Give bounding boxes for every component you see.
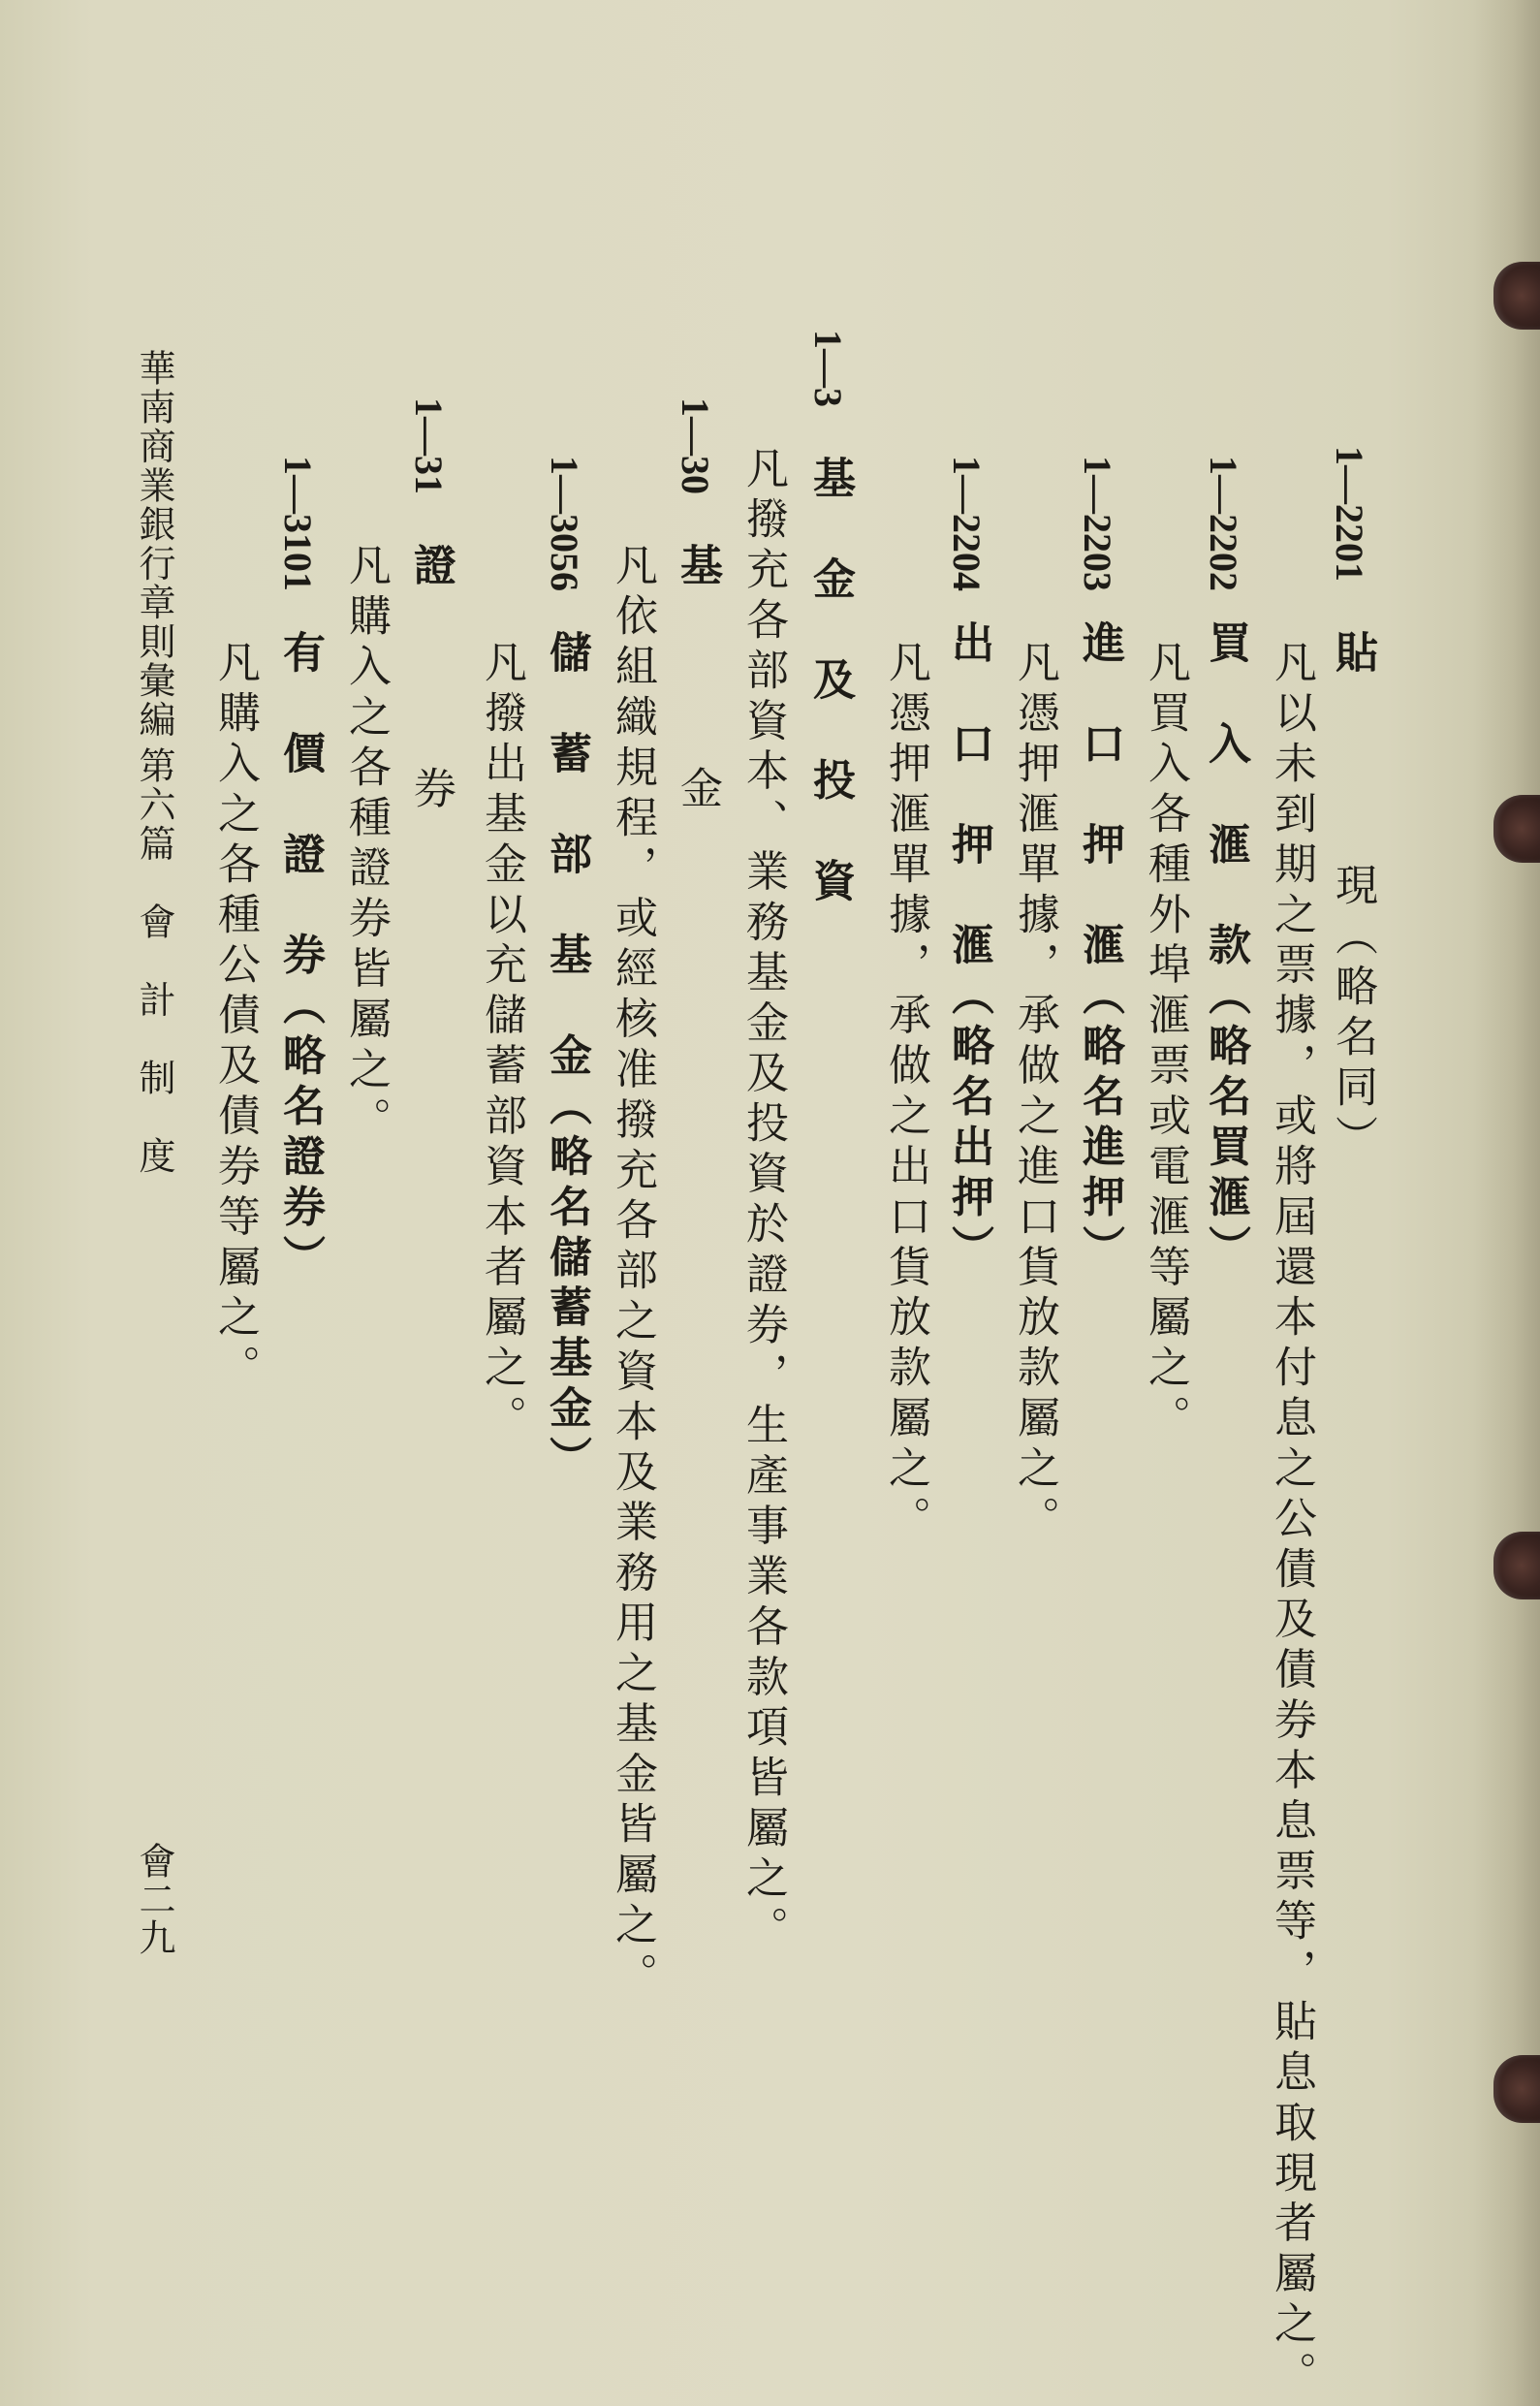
account-description: 凡購入之各種證券皆屬之。 — [341, 543, 391, 1148]
binding-hole-2 — [1493, 795, 1540, 863]
account-description: 凡撥充各部資本、業務基金及投資於證券，生產事業各款項皆屬之。 — [739, 446, 788, 1956]
account-heading-131 — [407, 397, 450, 494]
account-code: 1—2203 — [1076, 456, 1119, 591]
account-title-suffix: 金 — [673, 766, 722, 816]
binding-hole-3 — [1493, 1532, 1540, 1599]
book-title: 華南商業銀行章則彙編 — [133, 349, 175, 740]
account-description: 凡撥出基金以充儲蓄部資本者屬之。 — [477, 640, 526, 1445]
account-title: 基 金 及 投 資 — [805, 456, 855, 909]
account-description: 凡以未到期之票據，或將屆還本付息之公債及債券本息票等，貼息取現者屬之。 — [1267, 640, 1316, 2402]
page-edge-shadow — [1472, 0, 1540, 2406]
account-title: 證 — [406, 543, 456, 593]
account-code: 1—2201 — [1328, 446, 1371, 582]
account-code: 1—3056 — [543, 456, 586, 591]
account-description: 凡憑押滙單據，承做之出口貨放款屬之。 — [881, 640, 930, 1546]
account-description: 凡憑押滙單據，承做之進口貨放款屬之。 — [1010, 640, 1059, 1546]
section-title: 第六篇 會 計 制 度 — [133, 746, 175, 1177]
account-code: 1—31 — [407, 397, 451, 494]
account-heading-2203 — [1076, 456, 1118, 591]
account-heading-2204 — [945, 456, 988, 591]
account-title-suffix: 券 — [406, 766, 456, 816]
account-description: 凡買入各種外埠滙票或電滙等屬之。 — [1141, 640, 1190, 1445]
account-title: 基 — [673, 543, 722, 593]
account-heading-3101 — [276, 456, 319, 591]
account-heading-3056 — [543, 456, 585, 591]
account-title-suffix: 現（略名同） — [1328, 863, 1377, 1165]
account-code: 1—3 — [806, 330, 850, 407]
page-number: 會二九 — [133, 1842, 175, 1957]
binding-hole-1 — [1493, 262, 1540, 330]
account-heading-13 — [806, 330, 849, 407]
binding-hole-4 — [1493, 2055, 1540, 2123]
account-code: 1—2202 — [1202, 456, 1245, 591]
account-code: 1—30 — [674, 397, 717, 494]
account-heading-2201 — [1328, 446, 1370, 582]
account-description: 凡依組織規程，或經核准撥充各部之資本及業務用之基金皆屬之。 — [608, 543, 657, 2003]
account-title: 有 價 證 券（略名證券） — [275, 630, 325, 1284]
account-title: 儲 蓄 部 基 金（略名儲蓄基金） — [542, 630, 591, 1486]
account-title: 進 口 押 滙（略名進押） — [1075, 620, 1124, 1275]
account-description: 凡購入之各種公債及債券等屬之。 — [210, 640, 260, 1395]
account-code: 1—2204 — [945, 456, 989, 591]
account-code: 1—3101 — [276, 456, 320, 591]
account-title: 貼 — [1328, 630, 1377, 681]
account-title: 出 口 押 滙（略名出押） — [944, 620, 993, 1275]
account-title: 買 入 滙 款（略名買滙） — [1201, 620, 1250, 1275]
account-heading-130 — [674, 397, 716, 494]
account-heading-2202 — [1202, 456, 1244, 591]
